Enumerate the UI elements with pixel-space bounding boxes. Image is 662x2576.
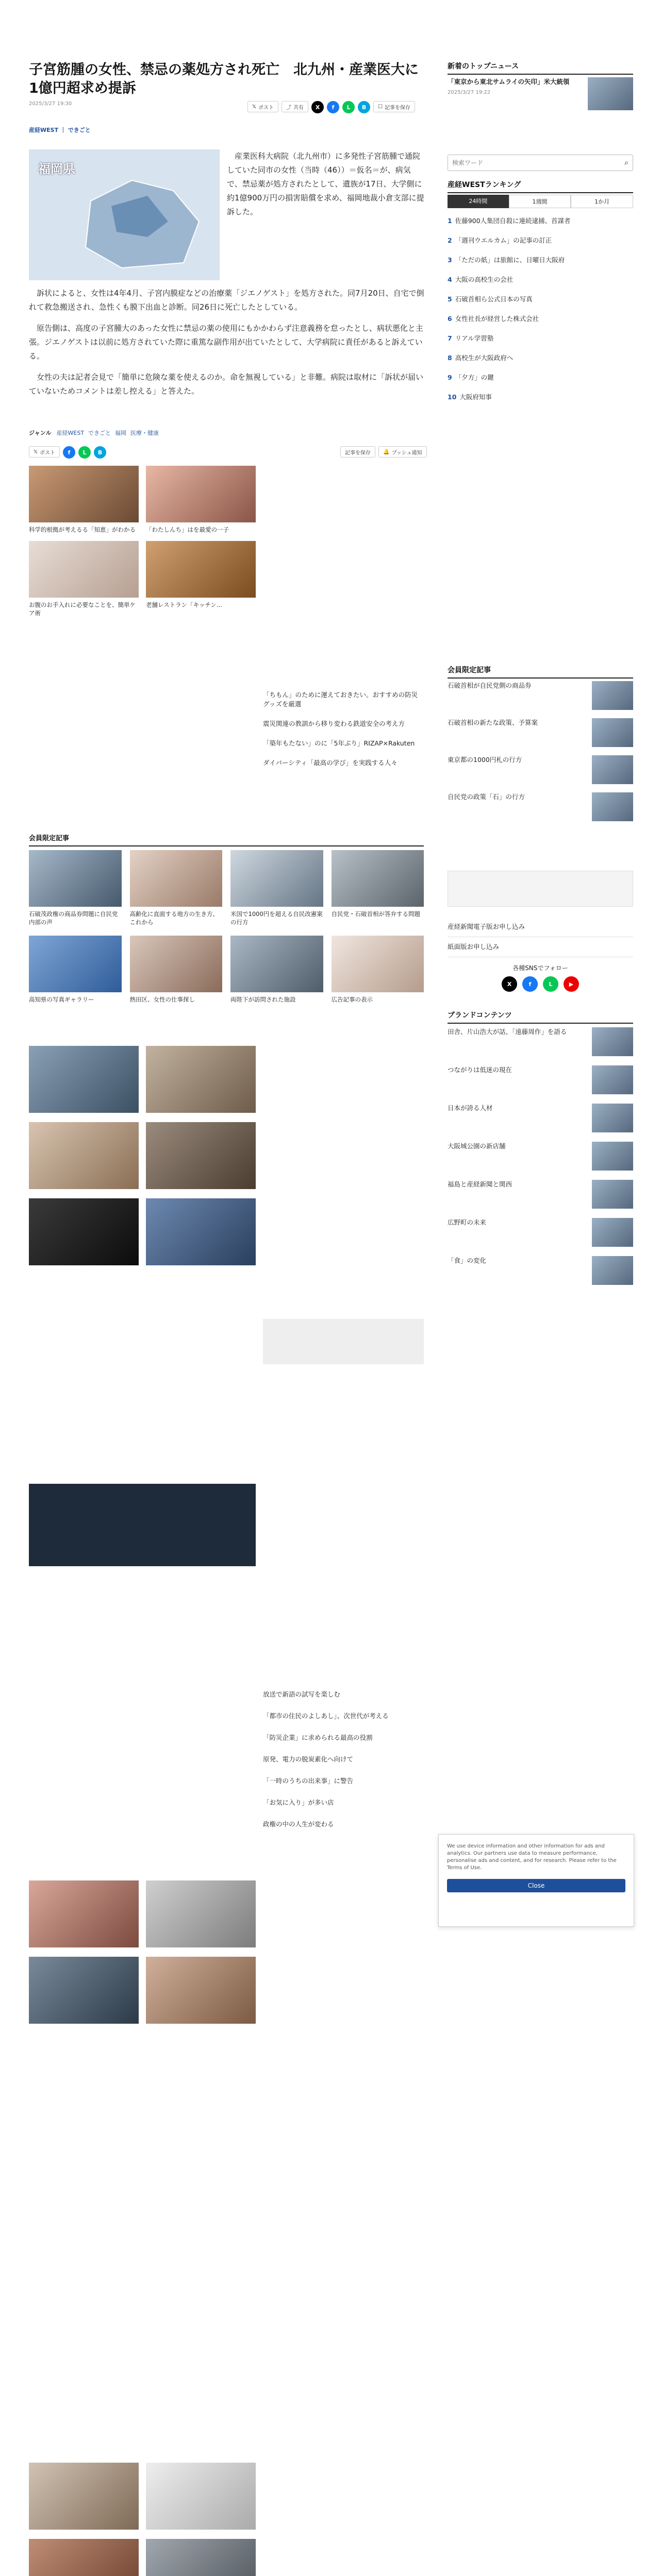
brand-item[interactable]: 福島と産経新聞と関西 (448, 1180, 633, 1209)
ranking-list (448, 216, 633, 402)
member-title: 両陛下が訪問された施設 (230, 996, 296, 1003)
member-title: 熱田区、女性の仕事探し (129, 996, 195, 1003)
article-body (29, 286, 425, 398)
hatena-icon[interactable]: B (94, 446, 106, 459)
feed-item[interactable]: 「都市の住民のよしあし」、次世代が考える (263, 1712, 389, 1720)
brand-item[interactable]: 大阪城公園の新店舗 (448, 1142, 633, 1171)
tag-link[interactable]: 産経WEST (56, 430, 85, 436)
promo-link[interactable]: ダイバーシティ「最高の学び」を実践する人々 (263, 759, 398, 767)
member-thumb (29, 850, 122, 907)
x-icon[interactable]: X (502, 976, 517, 992)
photo-grid-3 (29, 2463, 256, 2576)
thumb (592, 755, 633, 784)
bookmark-icon: ☐ (378, 104, 383, 110)
ranking-item[interactable]: 3 「ただの紙」は旅館に、日曜日大阪府 (448, 256, 565, 264)
search-box[interactable] (448, 155, 633, 171)
thumb (592, 1065, 633, 1094)
photo-thumb[interactable] (29, 2463, 139, 2530)
members-side-list (448, 681, 633, 821)
photo-thumb[interactable] (146, 1122, 256, 1189)
tag-link[interactable]: できごと (88, 430, 111, 436)
member-card[interactable] (29, 850, 122, 926)
ranking-tab[interactable]: 1か月 (571, 195, 633, 208)
line-icon[interactable]: L (342, 101, 355, 113)
ranking-item[interactable]: 6 女性社長が経営した株式会社 (448, 315, 539, 323)
paragraph-1: 産業医科大病院（北九州市）に多発性子宮筋腫で通院していた同市の女性（当時（46））＝仮名＝が、病気で、禁忌薬が処方されたとして、遺族が17日、大学側に約1億900万円の損害賠償を求め、福岡地裁小倉支部に提訴した。 (227, 151, 424, 216)
follow-heading: 各種SNSでフォロー (512, 964, 568, 972)
related-thumb (146, 541, 256, 598)
related-grid (29, 466, 256, 617)
photo-thumb[interactable] (146, 1046, 256, 1113)
member-card[interactable] (130, 850, 223, 926)
ad-banner[interactable] (263, 1319, 424, 1364)
member-card[interactable] (230, 936, 323, 1004)
thumb (592, 1027, 633, 1056)
members-side-item[interactable]: 石破首相が自民党側の商品券 (448, 681, 633, 710)
related-title: 老舗レストラン「キッチン... (146, 601, 222, 608)
share-button[interactable]: ⤴ 共有 (282, 101, 308, 112)
related-title: 科学的根拠が考えるる「知恵」がわかる (29, 526, 136, 533)
member-thumb (130, 850, 223, 907)
tag-link[interactable]: 福岡 (115, 430, 127, 436)
top-news-title: 「東京から東北サムライの矢印」米大統領 (448, 78, 570, 86)
brand-heading: ブランドコンテンツ (448, 1010, 633, 1024)
promo-link[interactable]: 「ちもん」のために運えておきたい。おすすめの防災グッズを厳選 (263, 691, 418, 708)
related-title: 「わたしんち」はを最愛の一子 (146, 526, 229, 533)
related-thumb (29, 466, 139, 522)
map-label: 福岡県 (38, 162, 75, 176)
facebook-icon[interactable]: f (327, 101, 339, 113)
paragraph-3: 原告側は、高度の子宮腫大のあった女性に禁忌の薬の使用にもかかわらず注意義務を怠ったとし、病状悪化と主張。ジエノゲストは以前に処方されていた際に重篤な副作用が出ていたとして、大学病院に責任があると訴えている。 (29, 324, 423, 361)
facebook-icon[interactable]: f (63, 446, 75, 459)
members-side-item[interactable]: 東京都の1000円札の行方 (448, 755, 633, 784)
feed-item[interactable]: 「防災企業」に求められる最高の役割 (263, 1734, 373, 1741)
related-thumb (29, 541, 139, 598)
ranking-item[interactable]: 7 リアル学習塾 (448, 334, 494, 342)
photo-thumb[interactable] (29, 2539, 139, 2576)
member-card[interactable] (29, 936, 122, 1004)
photo-thumb[interactable] (29, 1880, 139, 1947)
members-side-heading: 会員限定記事 (448, 665, 633, 679)
line-icon[interactable]: L (78, 446, 91, 459)
subscribe-paper-link[interactable]: 紙面版お申し込み (448, 937, 633, 957)
thumb (592, 681, 633, 710)
ranking-item[interactable]: 8 高校生が大阪政府へ (448, 354, 514, 362)
tag-link[interactable]: 医療・健康 (130, 430, 159, 436)
promo-link[interactable]: 「築年もたない」のに「5年ぶり」RIZAP×Rakuten (263, 739, 415, 747)
related-thumb (146, 466, 256, 522)
save-article-button[interactable]: ☐ 記事を保存 (373, 101, 415, 112)
photo-thumb[interactable] (29, 1046, 139, 1113)
genre-tags (29, 429, 163, 437)
member-thumb (29, 936, 122, 992)
thumb (592, 1218, 633, 1247)
feed-item[interactable]: 放送で新語の試写を楽しむ (263, 1690, 341, 1698)
member-card[interactable] (332, 936, 424, 1004)
photo-thumb[interactable] (146, 1198, 256, 1265)
post-button[interactable]: 𝕏 ポスト (29, 446, 60, 457)
genre-label: ジャンル (29, 430, 52, 436)
member-title: 自民党・石破首相が答弁する問題 (331, 910, 420, 918)
member-thumb (332, 850, 424, 907)
ranking-tabs (448, 195, 633, 208)
article-map-image (29, 149, 220, 280)
ranking-item[interactable]: 5 石破首相ら公式日本の写真 (448, 295, 533, 303)
consent-dialog (438, 1834, 634, 1927)
article-date: 2025/3/27 19:30 (29, 101, 72, 107)
brand-item[interactable]: 「食」の変化 (448, 1256, 633, 1285)
brand-item[interactable]: 日本が誇る人材 (448, 1104, 633, 1132)
photo-thumb[interactable] (146, 2463, 256, 2530)
x-icon: 𝕏 (34, 449, 38, 455)
subscribe-links (448, 917, 633, 957)
share-toolbar-bottom (29, 446, 106, 459)
members-side-item[interactable]: 石破首相の新たな政策、予算案 (448, 718, 633, 747)
ranking-item[interactable]: 4 大阪の高校生の会社 (448, 276, 514, 283)
member-card[interactable] (230, 850, 323, 926)
member-title: 米国で1000円を超える自民改憲案の行方 (230, 910, 323, 926)
save-push-toolbar (340, 446, 427, 457)
ranking-item[interactable]: 10 大阪府知事 (448, 393, 492, 401)
photo-grid-2 (29, 1880, 256, 2024)
article-title: 子宮筋腫の女性、禁忌の薬処方され死亡 北九州・産業医大に1億円超求め提訴 (29, 62, 419, 96)
photo-thumb[interactable] (29, 1957, 139, 2024)
sankei-banner[interactable] (448, 871, 633, 907)
member-title: 高齢化に直面する地方の生き方、これから (129, 910, 219, 926)
ranking-heading: 産経WESTランキング (448, 179, 633, 193)
member-thumb (230, 850, 323, 907)
member-thumb (130, 936, 223, 992)
line-icon[interactable]: L (543, 976, 558, 992)
member-title: 広告記事の表示 (331, 996, 373, 1003)
member-card[interactable] (332, 850, 424, 926)
feed-item[interactable]: 原発、電力の脱炭素化へ向けて (263, 1755, 354, 1763)
promo-links (263, 690, 424, 768)
feed-list (263, 1690, 424, 1829)
thumb (592, 1256, 633, 1285)
thumb (592, 1104, 633, 1132)
related-card[interactable] (146, 466, 256, 534)
ranking-item[interactable]: 1 佐藤900人集団自殺に連続逮捕、首謀者 (448, 217, 571, 225)
facebook-icon[interactable]: f (522, 976, 538, 992)
feed-item[interactable]: 「お気に入り」が多い店 (263, 1799, 334, 1806)
ranking-tab[interactable]: 24時間 (448, 195, 509, 208)
photo-thumb[interactable] (29, 1122, 139, 1189)
youtube-icon[interactable]: ▶ (564, 976, 579, 992)
brand-item[interactable]: 広野町の未来 (448, 1218, 633, 1247)
member-card[interactable] (130, 936, 223, 1004)
consent-text: We use device information and other information for ads and analytics. Our partners use data to measure performance, personalise ads and content, and for research. Please refer to the Terms of Use. (447, 1843, 617, 1871)
x-icon: 𝕏 (252, 104, 257, 110)
members-grid (29, 850, 424, 1004)
article-byline[interactable]: 産経WEST ｜ できごと (29, 127, 91, 133)
brand-item[interactable]: つながりは低迷の現在 (448, 1065, 633, 1094)
top-news-thumb[interactable] (588, 77, 633, 110)
top-news-heading: 新着のトップニュース (448, 61, 633, 75)
ranking-tab[interactable]: 1週間 (509, 195, 571, 208)
ad-banner-dark[interactable] (29, 1484, 256, 1566)
hatena-icon[interactable]: B (358, 101, 370, 113)
photo-grid (29, 1046, 256, 1265)
subscribe-digital-link[interactable]: 産経新聞電子版お申し込み (448, 917, 633, 937)
paragraph-2: 訴状によると、女性は4年4月、子宮内膜症などの治療薬「ジエノゲスト」を処方された。同7月20日、自宅で倒れて救急搬送され、急性くも膜下出血と診断。同26日に死亡したとしている。 (29, 289, 424, 312)
x-share-icon[interactable]: X (311, 101, 324, 113)
member-title: 高知県の写真ギャラリー (29, 996, 94, 1003)
member-thumb (230, 936, 323, 992)
ranking-item[interactable]: 2 「週刊ウエルカム」の記事の訂正 (448, 236, 552, 244)
member-title: 石破茂政権の商品券問題に自民党内部の声 (29, 910, 118, 926)
thumb (592, 718, 633, 747)
related-card[interactable] (146, 541, 256, 617)
brand-item[interactable]: 田舎、片山浩大が話、「遠藤周作」を語る (448, 1027, 633, 1056)
thumb (592, 1180, 633, 1209)
search-icon[interactable]: ⌕ (624, 159, 628, 167)
feed-item[interactable]: 政権の中の人生が変わる (263, 1820, 334, 1828)
post-button[interactable]: 𝕏 ポスト (247, 101, 278, 112)
member-thumb (332, 936, 424, 992)
bell-icon: 🔔 (383, 449, 390, 455)
search-input[interactable] (452, 159, 624, 166)
photo-thumb[interactable] (146, 1880, 256, 1947)
related-title: お腹のお手入れに必要なことを、簡単ケア術 (29, 601, 136, 617)
members-side-item[interactable]: 自民党の政策「石」の行方 (448, 792, 633, 821)
article-body-top (227, 149, 425, 219)
ranking-item[interactable]: 9 「夕方」の鍵 (448, 374, 494, 381)
thumb (592, 1142, 633, 1171)
paragraph-4: 女性の夫は記者会見で「簡単に危険な薬を使えるのか。命を無視している」と非難。病院は取材に「訴状が届いていないためコメントは差し控える」と答えた。 (29, 372, 424, 396)
push-notify-button[interactable]: 🔔 プッシュ通知 (378, 446, 427, 457)
related-card[interactable] (29, 466, 139, 534)
save-article-button[interactable]: 記事を保存 (340, 446, 375, 457)
consent-close-button[interactable]: Close (447, 1879, 625, 1892)
photo-thumb[interactable] (29, 1198, 139, 1265)
promo-link[interactable]: 震災関連の教訓から移り変わる鉄道安全の考え方 (263, 720, 405, 727)
members-heading: 会員限定記事 (29, 833, 424, 846)
photo-thumb[interactable] (146, 2539, 256, 2576)
thumb (592, 792, 633, 821)
related-card[interactable] (29, 541, 139, 617)
top-news-date: 2025/3/27 19:22 (448, 90, 491, 95)
share-toolbar (247, 101, 415, 113)
top-news-item[interactable] (448, 77, 582, 95)
feed-item[interactable]: 「一時のうちの出来事」に警告 (263, 1777, 354, 1785)
follow-section (448, 963, 633, 992)
share-icon: ⤴ (286, 105, 292, 111)
brand-list (448, 1027, 633, 1285)
photo-thumb[interactable] (146, 1957, 256, 2024)
